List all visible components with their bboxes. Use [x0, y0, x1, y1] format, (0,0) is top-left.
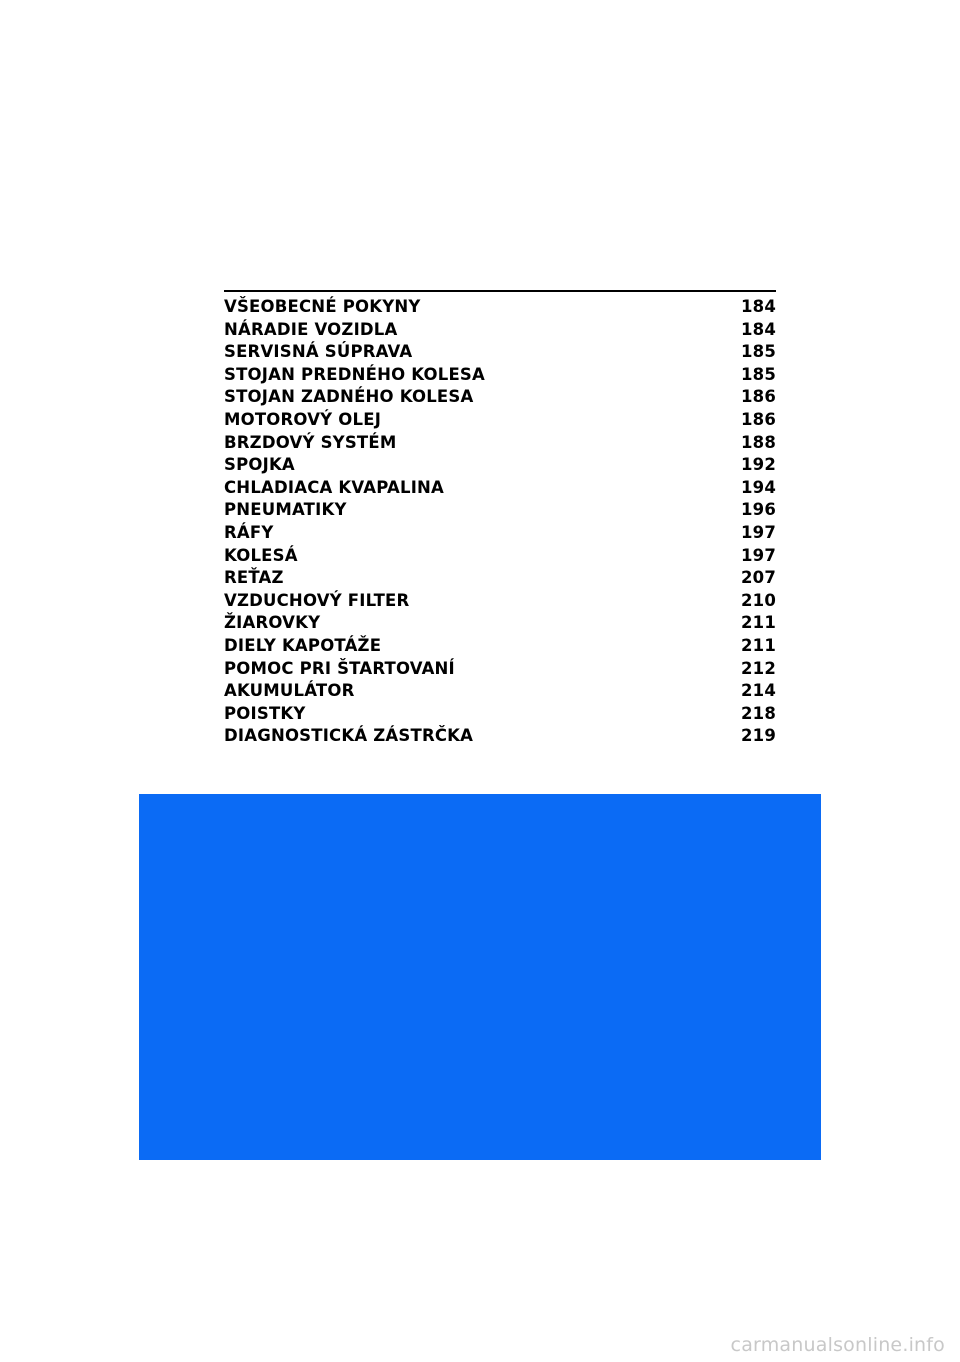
toc-entry-title: SPOJKA [224, 455, 295, 475]
toc-entry[interactable] [224, 545, 776, 568]
toc-entry-page: 194 [740, 477, 776, 497]
toc-entry-page: 186 [740, 409, 776, 429]
toc-entry-page: 185 [740, 342, 776, 362]
toc-entry[interactable] [224, 612, 776, 635]
toc-entry-title: AKUMULÁTOR [224, 681, 355, 701]
toc-entry[interactable] [224, 567, 776, 590]
toc-entry[interactable] [224, 680, 776, 703]
toc-entry-page: 184 [740, 319, 776, 339]
toc-entry[interactable] [224, 319, 776, 342]
toc-entry[interactable] [224, 477, 776, 500]
toc-entry[interactable] [224, 522, 776, 545]
toc-entry-title: VZDUCHOVÝ FILTER [224, 590, 410, 610]
toc-entry-title: STOJAN PREDNÉHO KOLESA [224, 364, 485, 384]
toc-entry[interactable] [224, 296, 776, 319]
toc-entry[interactable] [224, 635, 776, 658]
toc-entry-title: BRZDOVÝ SYSTÉM [224, 432, 397, 452]
toc-entry-page: 218 [740, 703, 776, 723]
toc-entry-title: DIELY KAPOTÁŽE [224, 635, 382, 655]
toc-entry[interactable] [224, 725, 776, 748]
toc-entry-page: 186 [740, 387, 776, 407]
toc-entry[interactable] [224, 590, 776, 613]
toc-entry-page: 211 [740, 635, 776, 655]
table-of-contents [224, 290, 776, 748]
toc-entry-title: DIAGNOSTICKÁ ZÁSTRČKA [224, 726, 474, 746]
toc-entry[interactable] [224, 386, 776, 409]
toc-entry-page: 211 [740, 613, 776, 633]
toc-entry-title: RÁFY [224, 522, 274, 542]
toc-entry-page: 197 [740, 545, 776, 565]
toc-entry[interactable] [224, 703, 776, 726]
toc-entry-title: CHLADIACA KVAPALINA [224, 477, 445, 497]
toc-entry-page: 196 [740, 500, 776, 520]
toc-entry[interactable] [224, 432, 776, 455]
toc-entry-page: 197 [740, 522, 776, 542]
toc-entry-title: PNEUMATIKY [224, 500, 347, 520]
toc-entry[interactable] [224, 658, 776, 681]
toc-entry[interactable] [224, 341, 776, 364]
toc-entry-page: 214 [740, 681, 776, 701]
toc-entry-title: KOLESÁ [224, 545, 298, 565]
toc-entry-title: POMOC PRI ŠTARTOVANÍ [224, 658, 455, 678]
toc-entry-page: 212 [740, 658, 776, 678]
toc-entry-page: 207 [740, 568, 776, 588]
toc-entry-title: ŽIAROVKY [224, 613, 321, 633]
toc-entry[interactable] [224, 364, 776, 387]
toc-entry-title: VŠEOBECNÉ POKYNY [224, 297, 421, 316]
toc-entry-title: STOJAN ZADNÉHO KOLESA [224, 387, 474, 407]
watermark-text: carmanualsonline.info [730, 1334, 945, 1356]
toc-entry-title: NÁRADIE VOZIDLA [224, 319, 398, 339]
toc-entry[interactable] [224, 454, 776, 477]
toc-entry-page: 188 [740, 432, 776, 452]
toc-entry-title: REŤAZ [224, 568, 284, 588]
toc-entry[interactable] [224, 409, 776, 432]
toc-entry-page: 185 [740, 364, 776, 384]
toc-entry-page: 192 [740, 455, 776, 475]
toc-entry-page: 219 [740, 726, 776, 746]
toc-entry[interactable] [224, 499, 776, 522]
toc-entry-title: POISTKY [224, 703, 306, 723]
toc-entry-page: 210 [740, 590, 776, 610]
toc-entry-title: SERVISNÁ SÚPRAVA [224, 342, 413, 362]
toc-entry-title: MOTOROVÝ OLEJ [224, 409, 382, 429]
blue-section-panel [139, 794, 821, 1160]
toc-entry-page: 184 [740, 297, 776, 316]
